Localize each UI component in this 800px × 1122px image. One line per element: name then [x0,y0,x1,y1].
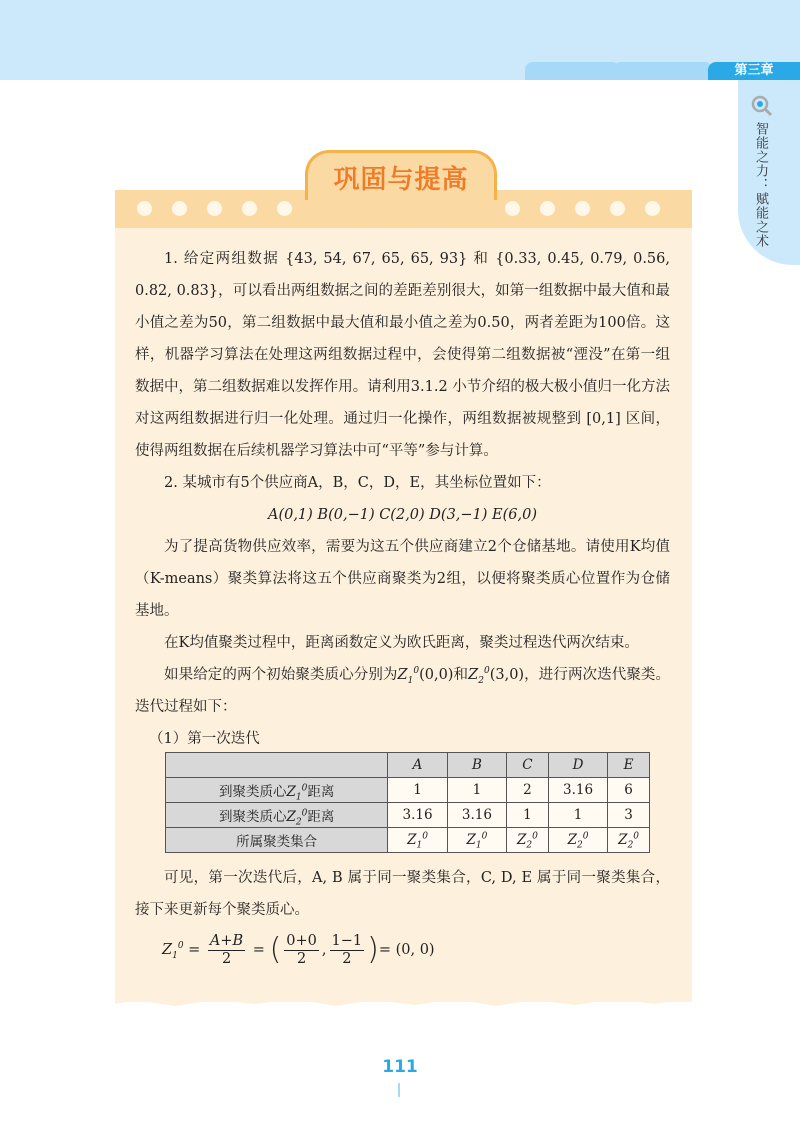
table-header-cell: C [507,753,549,778]
chapter-tab: 第三章 [708,62,800,80]
decor-dot [645,201,660,216]
text-span: (0,0)和 [419,667,469,683]
table-cell: 3.16 [388,803,447,828]
paren-close: ) [367,932,379,967]
centroid-z2: $Z_2^0$ [286,808,308,828]
centroid-z1: $Z_1^0$ [286,783,308,803]
row-label-text: 到聚类质心 [219,809,287,825]
table-cell: $Z_2^0$ [548,828,607,853]
table-cell: 3 [608,803,650,828]
row-label [166,803,388,828]
paragraph [135,659,670,723]
equals-sign: = [183,942,205,958]
table-header-cell: D [548,753,607,778]
table-header-cell [166,753,388,778]
table-header-row [166,753,650,778]
page-tick [398,1083,400,1097]
paragraph: 1. 给定两组数据 {43, 54, 67, 65, 65, 93} 和 {0.33, 0.45, 0.79, 0.56, 0.82, 0.83}，可以看出两组数据之间的差距差别很大，如第一组数据中最大值和最小值之差为50，第二组数据中最大值和最小值之差为0.50，两者差距为100倍。这样，机器学习算法在处理这两组数据过程中，会使得第二组数据被“湮没”在第一组数据中，第二组数据难以发挥作用。请利用3.1.2 小节介绍的极大极小值归一化方法对这两组数据进行归一化处理。通过归一化操作，两组数据被规整到 [0,1] 区间，使得两组数据在后续机器学习算法中可“平等”参与计算。 [135,251,670,459]
decor-dot [242,201,257,216]
fraction: $\frac{A+B}{2}$ [209,932,244,967]
decor-dot [610,201,625,216]
fraction: $\frac{1-1}{2}$ [331,932,363,967]
row-label [166,778,388,803]
magnifier-icon [750,94,774,118]
paragraph: 在K均值聚类过程中，距离函数定义为欧氏距离，聚类过程迭代两次结束。 [164,635,639,651]
formula-lhs: $Z_1^0$ [162,941,184,961]
decor-dot [137,201,152,216]
comma: , [321,942,327,958]
centroid-z1: $Z_1^0$ [397,666,420,686]
page-number: 111 [382,1057,418,1077]
row-label-text: 距离 [307,809,335,825]
side-title: 智能之力：赋能之术 [753,122,768,248]
table-cell: $Z_1^0$ [447,828,506,853]
table-cell: 1 [507,803,549,828]
paragraph: 可见，第一次迭代后，A, B 属于同一聚类集合，C, D, E 属于同一聚类集合，接下来更新每个聚类质心。 [135,870,670,918]
table-row [166,828,650,853]
table-header-cell: B [447,753,506,778]
text-span: (3,0)，进行两次迭代聚类。迭代过程如下： [135,667,671,715]
decor-dot [207,201,222,216]
paren-open: ( [269,932,282,967]
formula-result: = (0, 0) [378,942,435,958]
table-row [166,778,650,803]
section-title: 巩固与提高 [333,165,469,195]
coordinates: A(0,1) B(0,−1) C(2,0) D(3,−1) E(6,0) [267,507,538,523]
paragraph: 为了提高货物供应效率，需要为这五个供应商建立2个仓储基地。请使用K均值（K-means）聚类算法将这五个供应商聚类为2组，以便将聚类质心位置作为仓储基地。 [135,539,670,619]
row-label-text: 距离 [307,784,335,800]
tab-segment [525,62,620,80]
table-cell: $Z_2^0$ [507,828,549,853]
side-tab [738,80,800,265]
table-header-cell: E [608,753,650,778]
table-cell: 3.16 [548,778,607,803]
decor-dot [575,201,590,216]
centroid-z2: $Z_2^0$ [468,666,490,686]
decor-dot [540,201,555,216]
section-title-tab [305,150,497,200]
decor-dot [505,201,520,216]
table-header-cell: A [388,753,447,778]
row-label-text: 到聚类质心 [219,784,287,800]
iteration-heading: （1）第一次迭代 [149,731,260,747]
tab-segment [613,62,713,80]
paragraph: 2. 某城市有5个供应商A，B，C，D，E，其坐标位置如下： [164,475,551,491]
table-cell: $Z_2^0$ [608,828,650,853]
table-cell: 3.16 [447,803,506,828]
text-span: 如果给定的两个初始聚类质心分别为 [164,667,398,683]
table-cell: 1 [548,803,607,828]
torn-edge [115,990,692,1010]
table-cell: 2 [507,778,549,803]
centroid-formula [162,930,435,970]
exercise-content-continued [135,862,670,926]
table-cell: 6 [608,778,650,803]
exercise-content [135,243,670,755]
equals-sign: = [248,942,270,958]
decor-dot [277,201,292,216]
table-cell: 1 [447,778,506,803]
distance-table [165,752,650,853]
fraction: $\frac{0+0}{2}$ [286,932,317,967]
table-cell: $Z_1^0$ [388,828,447,853]
table-cell: 1 [388,778,447,803]
row-label: 所属聚类集合 [166,828,388,853]
decor-dot [172,201,187,216]
table-row [166,803,650,828]
